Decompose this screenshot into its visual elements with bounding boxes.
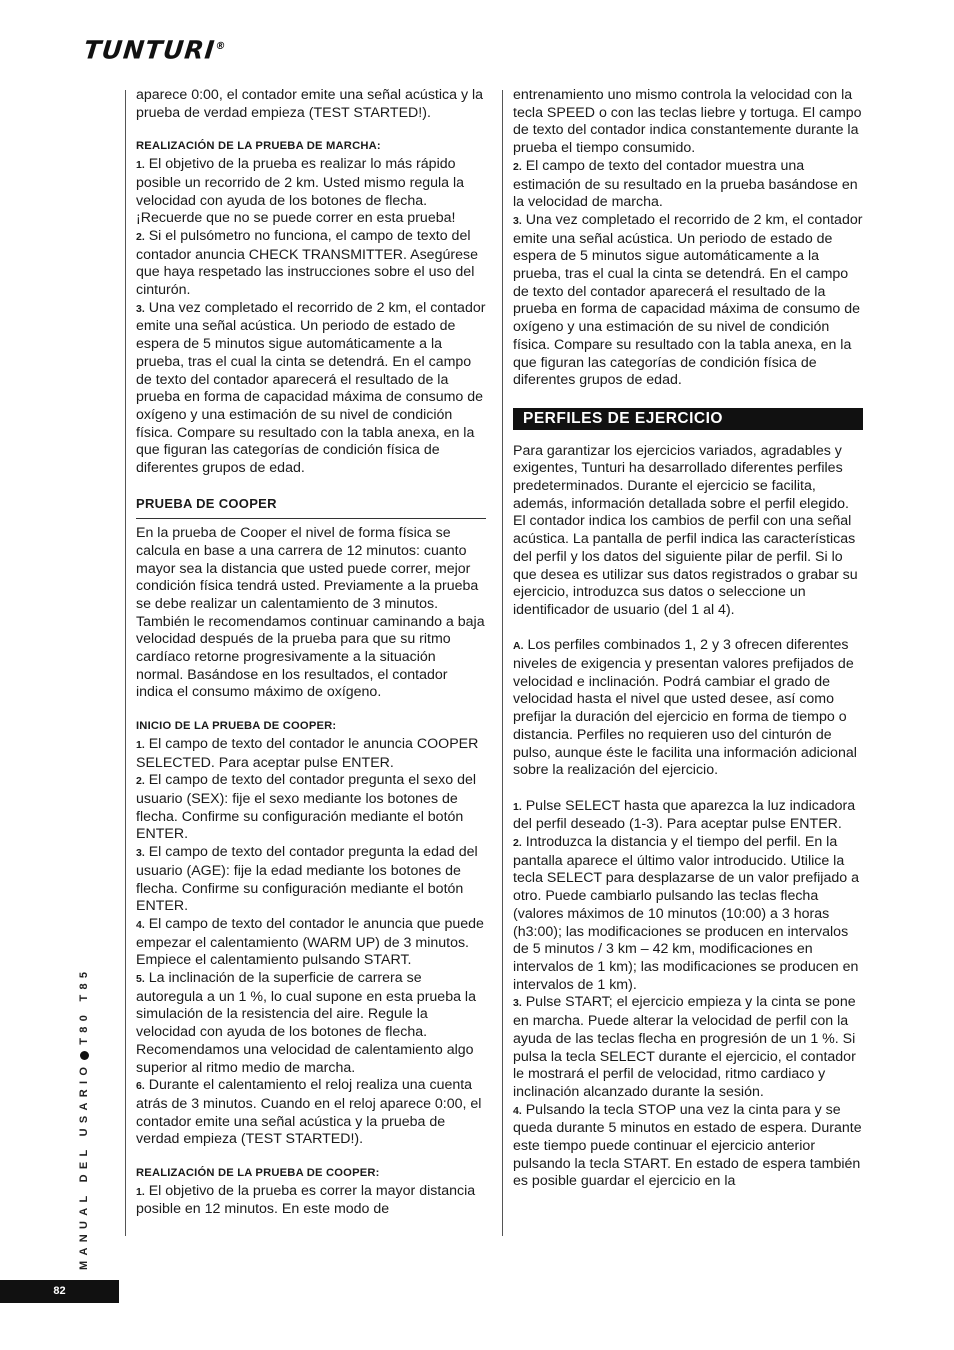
item-number: 1. bbox=[136, 738, 145, 751]
item-number: 4. bbox=[136, 918, 145, 931]
continued-paragraph: entrenamiento uno mismo controla la velocidad con la tecla SPEED o con las teclas liebre y tortuga. El campo de texto del contador indica constantemente durante la prueba el tiempo consumido. bbox=[513, 87, 862, 157]
item-text: El campo de texto del contador pregunta el sexo del usuario (SEX): fije el sexo mediante los botones de flecha. Confirme su configuración mediante el botón ENTER. bbox=[136, 772, 477, 843]
manual-sidebar bbox=[78, 930, 98, 1270]
cooper-start-heading: INICIO DE LA PRUEBA DE COOPER: bbox=[136, 720, 337, 733]
logo-text: TUNTURI bbox=[82, 35, 217, 65]
left-column bbox=[136, 87, 486, 1219]
list-item bbox=[513, 1102, 863, 1192]
item-text: El campo de texto del contador le anuncia que puede empezar el calentamiento (WARM UP) de 3 minutos. Empiece el calentamiento pulsando START. bbox=[136, 915, 484, 969]
list-item bbox=[513, 212, 863, 390]
profiles-heading: PERFILES DE EJERCICIO bbox=[513, 408, 863, 430]
item-number: 1. bbox=[136, 159, 145, 172]
walk-test-heading: REALIZACIÓN DE LA PRUEBA DE MARCHA: bbox=[136, 140, 381, 153]
list-item bbox=[513, 637, 863, 780]
item-number: 4. bbox=[513, 1104, 522, 1117]
item-number: 2. bbox=[513, 837, 522, 850]
list-item bbox=[513, 158, 863, 212]
item-text: Los perfiles combinados 1, 2 y 3 ofrecen diferentes niveles de exigencia y presentan valores prefijados de velocidad e inclinación. Podrá cambiar el grado de velocidad hasta el nivel que usted desee, así como prefijar la duración del ejercicio en forma de tiempo o distancia. Perfiles no requieren uso del cinturón de pulso, aunque éste le facilita una información adicional sobre la realización del ejercicio. bbox=[513, 637, 857, 779]
cooper-intro: En la prueba de Cooper el nivel de forma física se calcula en base a una carrera de 12 minutos: cuanto mayor sea la distancia que usted puede correr, mejor condición física tendrá usted. Previamente a la prueba se debe realizar un calentamiento de 3 minutos. También le recomendamos continuar caminando a baja velocidad después de la prueba para que su ritmo cardíaco retorne progresivamente a la situación normal. Basándose en los resultados, el contador indica el consumo máximo de oxígeno. bbox=[136, 525, 485, 701]
list-item bbox=[136, 156, 486, 228]
item-number: 3. bbox=[136, 302, 145, 315]
item-number: 3. bbox=[513, 997, 522, 1010]
list-item bbox=[136, 1077, 486, 1149]
item-text: Pulsando la tecla STOP una vez la cinta para y se queda durante 5 minutos en estado de espera. Durante este tiempo puede continuar el ejercicio anterior pulsando la tecla START. En estado de espera también es posible guardar el ejercicio en la bbox=[513, 1101, 862, 1190]
item-text: Durante el calentamiento el reloj realiza una cuenta atrás de 3 minutos. Cuando en el reloj aparece 0:00, el contador emite una señal acústica y la prueba de verdad empieza (TEST STARTED!). bbox=[136, 1077, 482, 1148]
list-item bbox=[136, 300, 486, 478]
list-item bbox=[513, 834, 863, 994]
model-label: T80 T85 bbox=[78, 966, 90, 1045]
list-item bbox=[136, 772, 486, 844]
left-column-rule bbox=[125, 90, 126, 1236]
list-item bbox=[136, 916, 486, 970]
item-text: Pulse START; el ejercicio empieza y la cinta se pone en marcha. Puede alterar la velocidad de perfil con la ayuda de las teclas flecha en progresión de un 1 %. Si pulsa la tecla SELECT durante el ejercicio, el contador le mostrará el perfil de velocidad, ritmo cardiaco y inclinación alcanzado durante la sesión. bbox=[513, 994, 856, 1100]
list-item bbox=[136, 736, 486, 772]
bullet-icon bbox=[80, 1051, 89, 1060]
item-text: El campo de texto del contador pregunta la edad del usuario (AGE): fije la edad mediante los botones de flecha. Confirme su configuración mediante el botón ENTER. bbox=[136, 844, 478, 915]
item-text: Pulse SELECT hasta que aparezca la luz indicadora del perfil deseado (1-3). Para aceptar pulse ENTER. bbox=[513, 797, 856, 833]
item-number: 3. bbox=[136, 847, 145, 860]
item-text: El campo de texto del contador muestra una estimación de su resultado en la prueba basándose en la velocidad de marcha. bbox=[513, 157, 858, 211]
list-item bbox=[136, 844, 486, 916]
item-text: Una vez completado el recorrido de 2 km, el contador emite una señal acústica. Un periodo de estado de espera de 5 minutos sigue automáticamente a la prueba, tras el cual la cinta se detendrá. En el campo de texto del contador aparecerá el resultado de la prueba en forma de capacidad máxima de consumo de oxígeno y una estimación de su nivel de condición física. Compare su resultado con la tabla anexa, en la que figuran las categorías de condición física de diferentes grupos de edad. bbox=[136, 299, 486, 477]
item-number: 6. bbox=[136, 1080, 145, 1093]
registered-mark: ® bbox=[214, 41, 226, 52]
list-item bbox=[136, 1183, 486, 1219]
item-text: El objetivo de la prueba es correr la mayor distancia posible en 12 minutos. En este modo de bbox=[136, 1182, 476, 1218]
item-number: 2. bbox=[136, 230, 145, 243]
manual-label: MANUAL DEL USARIO bbox=[78, 1061, 90, 1270]
item-number: 2. bbox=[513, 160, 522, 173]
item-text: Si el pulsómetro no funciona, el campo de texto del contador anuncia CHECK TRANSMITTER. Asegúrese que haya respetado las instrucciones sobre el uso del cinturón. bbox=[136, 227, 478, 299]
continued-paragraph: aparece 0:00, el contador emite una señal acústica y la prueba de verdad empieza (TEST STARTED!). bbox=[136, 87, 484, 121]
list-item bbox=[513, 994, 863, 1101]
center-column-rule bbox=[502, 90, 503, 1236]
page-number: 82 bbox=[0, 1280, 119, 1303]
item-number: 1. bbox=[136, 1185, 145, 1198]
item-number: 3. bbox=[513, 214, 522, 227]
list-item bbox=[136, 970, 486, 1077]
item-number: 5. bbox=[136, 973, 145, 986]
list-item bbox=[513, 798, 863, 834]
item-text: Introduzca la distancia y el tiempo del perfil. En la pantalla aparece el último valor introducido. Utilice la tecla SELECT para desplazarse de un valor prefijado a otro. Puede cambiarlo pulsando las teclas flecha (valores máximos de 10 minutos (10:00) a 3 horas (h3:00); las modificaciones se producen en intervalos de 5 minutos / 3 km – 42 km, modificaciones en intervalos de 1 km); las modificaciones se producen en intervalos de 1 km). bbox=[513, 834, 859, 993]
list-item bbox=[136, 228, 486, 300]
cooper-run-heading: REALIZACIÓN DE LA PRUEBA DE COOPER: bbox=[136, 1167, 380, 1180]
tunturi-logo bbox=[82, 32, 227, 65]
item-number: 2. bbox=[136, 775, 145, 788]
item-number: 1. bbox=[513, 800, 522, 813]
item-text: Una vez completado el recorrido de 2 km, el contador emite una señal acústica. Un periodo de estado de espera de 5 minutos sigue automáticamente a la prueba, tras el cual la cinta se detendrá. En el campo de texto del contador aparecerá el resultado de la prueba en forma de capacidad máxima de consumo de oxígeno y una estimación de su nivel de condición física. Compare su resultado con la tabla anexa, en la que figuran las categorías de condición física de diferentes grupos de edad. bbox=[513, 211, 863, 389]
item-text: El campo de texto del contador le anuncia COOPER SELECTED. Para aceptar pulse ENTER. bbox=[136, 735, 479, 771]
right-column bbox=[513, 87, 863, 1191]
item-text: El objetivo de la prueba es realizar lo más rápido posible un recorrido de 2 km. Usted mismo regula la velocidad con ayuda de los botones de flecha. ¡Recuerde que no se puede correr en esta prueba! bbox=[136, 156, 465, 227]
item-number: A. bbox=[513, 640, 524, 653]
item-text: La inclinación de la superficie de carrera se autoregula a un 1 %, lo cual supone en esta prueba la simulación de la resistencia del aire. Regule la velocidad con ayuda de los botones de flecha. Recomendamos una velocidad de calentamiento algo superior al ritmo medio de marcha. bbox=[136, 970, 476, 1076]
cooper-test-heading: PRUEBA DE COOPER bbox=[136, 495, 486, 519]
profiles-intro: Para garantizar los ejercicios variados, agradables y exigentes, Tunturi ha desarrollado diferentes perfiles predeterminados. Durante el ejercicio se facilita, además, información detallada sobre el perfil elegido. El contador indica los cambios de perfil con una señal acústica. La pantalla de perfil indica las características del perfil y los datos del siguiente pilar de perfil. Si lo que desea es utilizar sus datos registrados o grabar su ejercicio, introduzca sus datos o seleccione un identificador de usuario (del 1 al 4). bbox=[513, 442, 858, 618]
